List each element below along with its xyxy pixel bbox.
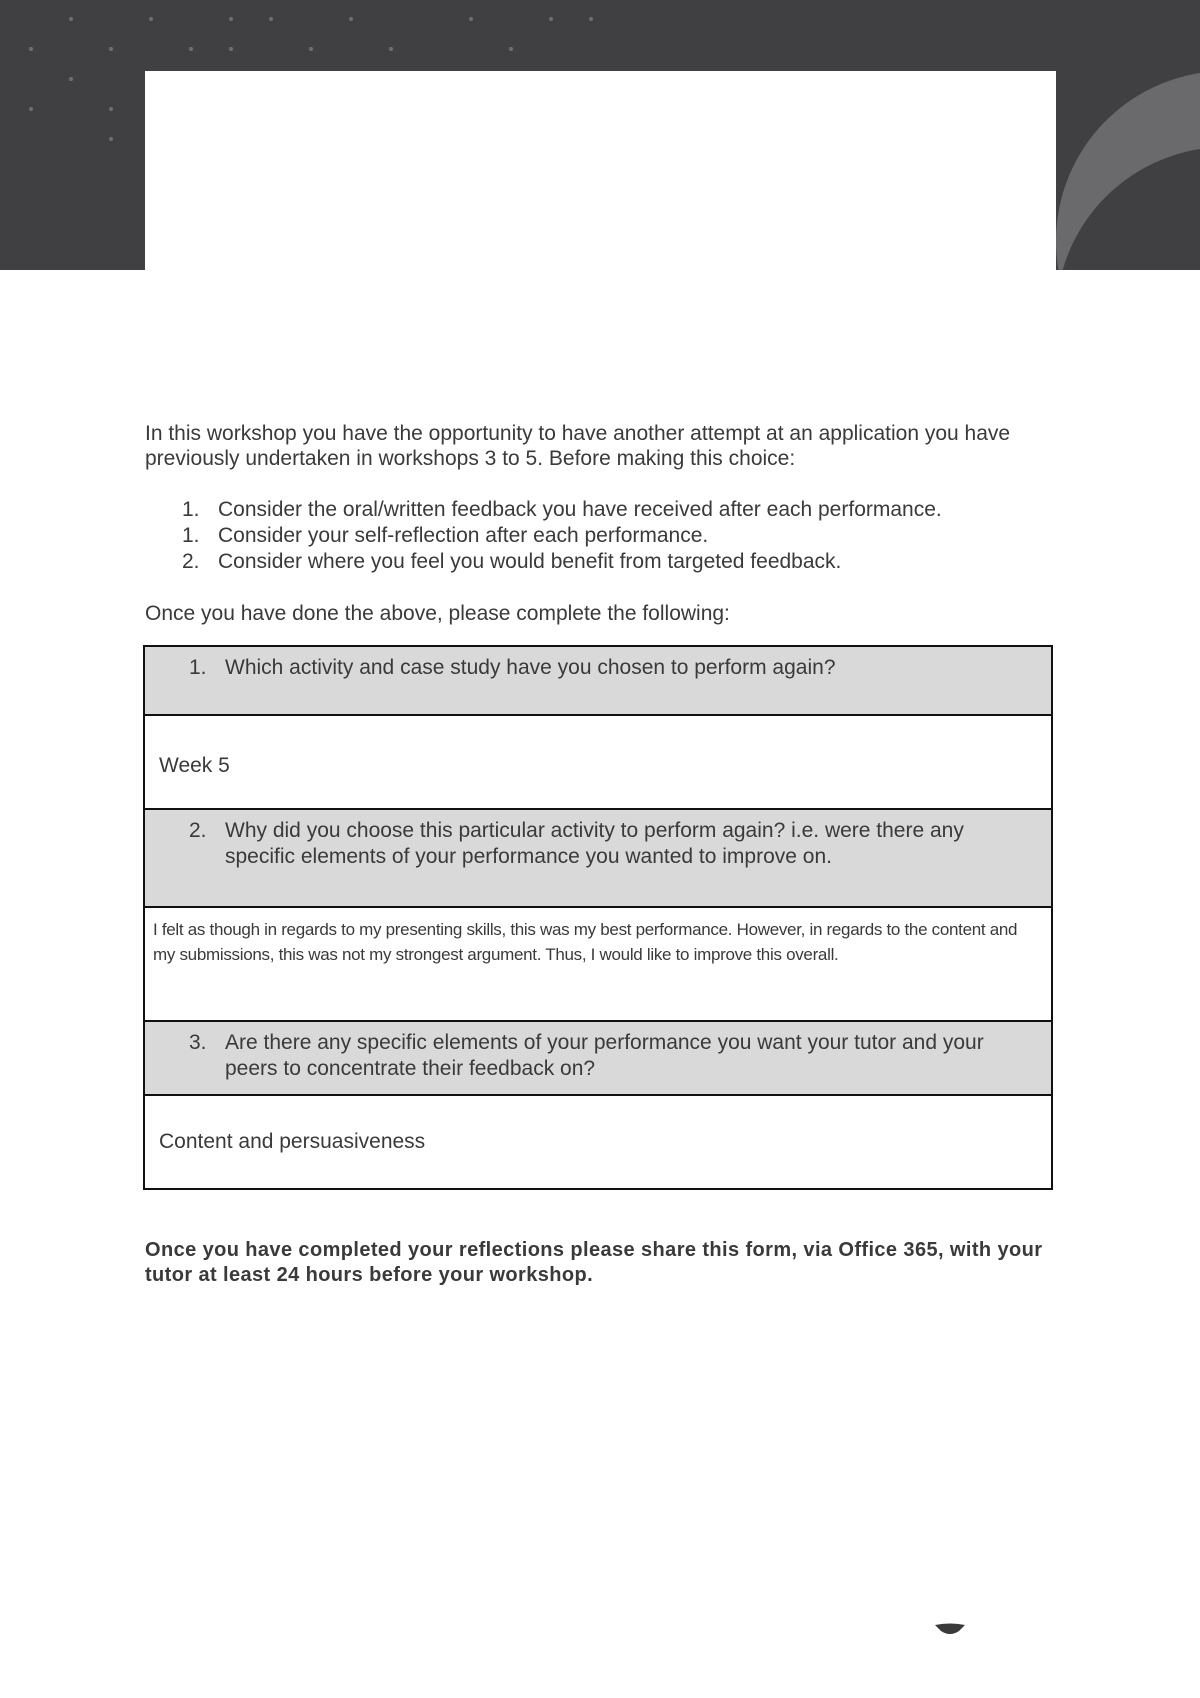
decor-dot <box>149 17 153 21</box>
consideration-list <box>145 497 1045 575</box>
decor-dot <box>349 17 353 21</box>
decor-dot <box>29 47 33 51</box>
decor-dot <box>109 137 113 141</box>
submission-instruction: Once you have completed your reflections please share this form, via Office 365, with your tutor at least 24 hours before your workshop. <box>145 1239 1043 1286</box>
footer-logo-mark <box>935 1623 965 1635</box>
decor-dot <box>309 47 313 51</box>
decor-dot <box>589 17 593 21</box>
list-item-number: 2. <box>182 550 200 573</box>
decor-dot <box>189 47 193 51</box>
list-item-text: Consider where you feel you would benefit from targeted feedback. <box>218 550 842 573</box>
decor-dot <box>509 47 513 51</box>
question-row-1 <box>145 647 1051 716</box>
decor-dot <box>109 107 113 111</box>
question-number: 1. <box>189 656 207 679</box>
header-card <box>145 71 1056 270</box>
answer-text[interactable]: Week 5 <box>159 754 230 777</box>
decor-dot <box>469 17 473 21</box>
question-row-3 <box>145 1022 1051 1096</box>
question-text: Which activity and case study have you chosen to perform again? <box>225 656 836 679</box>
question-text: Are there any specific elements of your performance you want your tutor and your peers to concentrate their feedback on? <box>225 1031 984 1080</box>
question-number: 3. <box>189 1031 207 1054</box>
list-item-number: 1. <box>182 524 200 547</box>
decor-dot <box>69 77 73 81</box>
decor-dot <box>109 47 113 51</box>
answer-text[interactable]: I felt as though in regards to my presenting skills, this was my best performance. However, in regards to the content and my submissions, this was not my strongest argument. Thus, I would like to improve this overall. <box>153 920 1018 964</box>
decor-dot <box>389 47 393 51</box>
question-text: Why did you choose this particular activity to perform again? i.e. were there any specific elements of your performance you wanted to improve on. <box>225 819 964 868</box>
list-item <box>145 497 1045 523</box>
list-item-number: 1. <box>182 498 200 521</box>
instruction-lead: Once you have done the above, please complete the following: <box>145 602 730 625</box>
list-item <box>145 549 1045 575</box>
decor-dot <box>69 17 73 21</box>
decor-dot <box>229 17 233 21</box>
intro-paragraph: In this workshop you have the opportunity to have another attempt at an application you have previously undertaken in workshops 3 to 5. Before making this choice: <box>145 422 1011 470</box>
decor-dot <box>269 17 273 21</box>
answer-row-1[interactable] <box>145 716 1051 810</box>
answer-row-2[interactable] <box>145 908 1051 1022</box>
decor-dot <box>29 107 33 111</box>
answer-text[interactable]: Content and persuasiveness <box>159 1130 426 1153</box>
decor-dot <box>549 17 553 21</box>
list-item <box>145 523 1045 549</box>
list-item-text: Consider your self-reflection after each performance. <box>218 524 709 547</box>
header-arc-decoration <box>1056 71 1200 270</box>
decor-dot <box>229 47 233 51</box>
reflection-form-table <box>143 645 1053 1190</box>
question-number: 2. <box>189 819 207 842</box>
question-row-2 <box>145 810 1051 908</box>
list-item-text: Consider the oral/written feedback you have received after each performance. <box>218 498 942 521</box>
answer-row-3[interactable] <box>145 1096 1051 1188</box>
